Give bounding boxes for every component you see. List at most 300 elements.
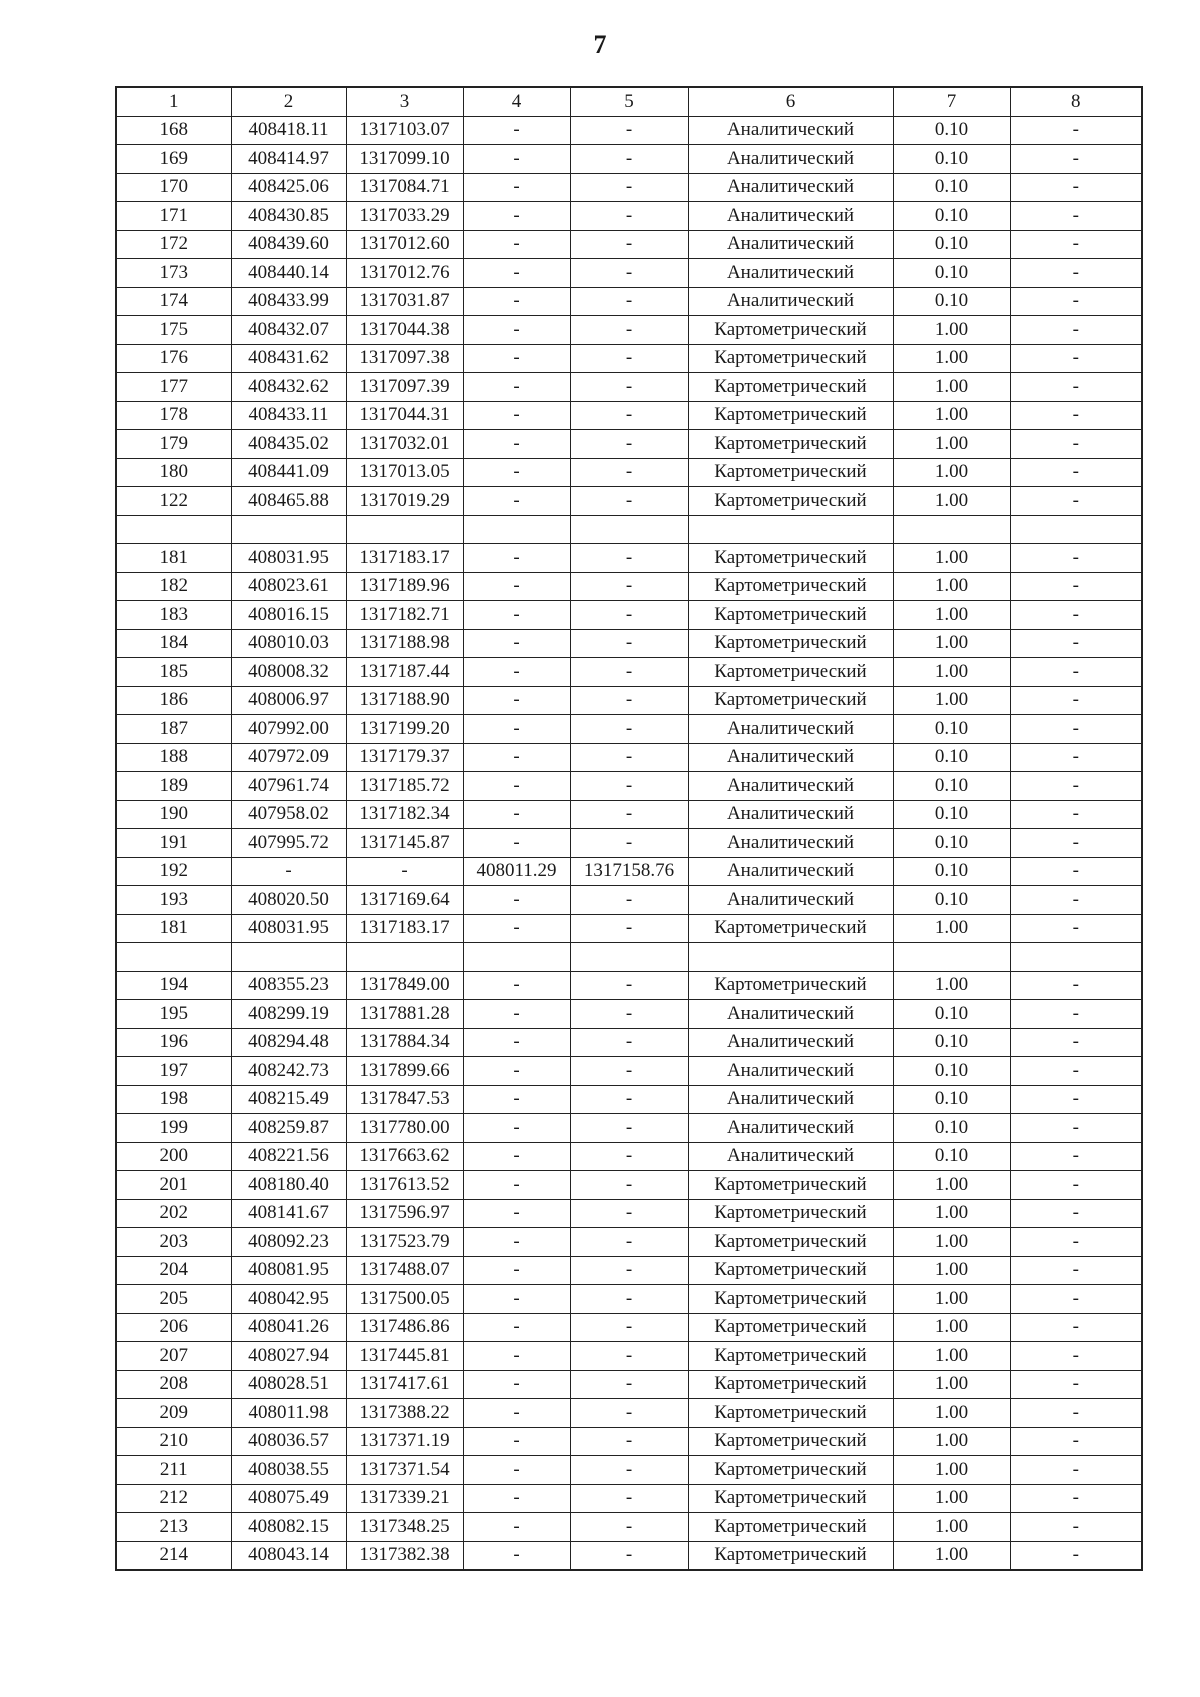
table-cell-col-2: 408215.49 (231, 1085, 346, 1114)
table-cell-col-5: - (570, 1342, 688, 1371)
table-cell-col-8: - (1010, 401, 1142, 430)
table-cell-col-7 (893, 943, 1010, 972)
table-cell-col-3: 1317382.38 (346, 1541, 463, 1570)
table-cell-col-3: 1317182.71 (346, 601, 463, 630)
table-cell-col-6: Картометрический (688, 1313, 893, 1342)
table-cell-col-8: - (1010, 202, 1142, 231)
table-row (116, 1199, 1142, 1228)
table-cell-col-1: 181 (116, 544, 231, 573)
table-cell-col-8: - (1010, 572, 1142, 601)
table-cell-col-4: - (463, 1427, 570, 1456)
table-spacer-row (116, 943, 1142, 972)
table-cell-col-1: 176 (116, 344, 231, 373)
table-cell-col-6: Аналитический (688, 1114, 893, 1143)
table-cell-col-2: 408414.97 (231, 145, 346, 174)
table-row (116, 743, 1142, 772)
table-cell-col-5: - (570, 658, 688, 687)
table-cell-col-7: 1.00 (893, 1256, 1010, 1285)
table-cell-col-2: 408081.95 (231, 1256, 346, 1285)
table-cell-col-5: - (570, 886, 688, 915)
table-cell-col-7: 1.00 (893, 544, 1010, 573)
table-cell-col-4: - (463, 430, 570, 459)
table-cell-col-3: 1317084.71 (346, 173, 463, 202)
table-cell-col-8: - (1010, 1342, 1142, 1371)
table-cell-col-7: 1.00 (893, 971, 1010, 1000)
table-cell-col-7: 1.00 (893, 1456, 1010, 1485)
table-cell-col-5: - (570, 401, 688, 430)
table-cell-col-4: - (463, 743, 570, 772)
table-cell-col-8: - (1010, 1142, 1142, 1171)
table-cell-col-8: - (1010, 1199, 1142, 1228)
table-cell-col-4: - (463, 1313, 570, 1342)
table-cell-col-1: 206 (116, 1313, 231, 1342)
table-cell-col-1: 210 (116, 1427, 231, 1456)
table-cell-col-6: Картометрический (688, 1285, 893, 1314)
table-cell-col-5: - (570, 287, 688, 316)
table-cell-col-4: - (463, 971, 570, 1000)
table-cell-col-8: - (1010, 1484, 1142, 1513)
table-cell-col-1: 209 (116, 1399, 231, 1428)
table-cell-col-6: Аналитический (688, 173, 893, 202)
table-cell-col-7: 0.10 (893, 145, 1010, 174)
table-cell-col-6: Картометрический (688, 1199, 893, 1228)
table-row (116, 1285, 1142, 1314)
table-cell-col-8: - (1010, 971, 1142, 1000)
table-cell-col-1: 186 (116, 686, 231, 715)
page-number: 7 (593, 30, 607, 59)
table-cell-col-3: 1317189.96 (346, 572, 463, 601)
table-cell-col-8: - (1010, 1456, 1142, 1485)
table-cell-col-6: Аналитический (688, 800, 893, 829)
table-cell-col-5: - (570, 1142, 688, 1171)
table-cell-col-1: 174 (116, 287, 231, 316)
table-cell-col-2: 407972.09 (231, 743, 346, 772)
table-cell-col-5: - (570, 629, 688, 658)
table-cell-col-7: 0.10 (893, 857, 1010, 886)
table-cell-col-2: 408418.11 (231, 116, 346, 145)
table-cell-col-6: Аналитический (688, 1085, 893, 1114)
table-cell-col-8: - (1010, 1171, 1142, 1200)
table-cell-col-6: Картометрический (688, 971, 893, 1000)
table-cell-col-4: - (463, 914, 570, 943)
table-row (116, 1142, 1142, 1171)
table-cell-col-6: Аналитический (688, 202, 893, 231)
table-cell-col-7: 0.10 (893, 886, 1010, 915)
table-cell-col-6: Картометрический (688, 544, 893, 573)
table-cell-col-6 (688, 515, 893, 544)
table-cell-col-5: - (570, 1256, 688, 1285)
table-cell-col-7: 1.00 (893, 373, 1010, 402)
table-cell-col-5: - (570, 145, 688, 174)
table-cell-col-7: 1.00 (893, 1541, 1010, 1570)
table-cell-col-4: - (463, 686, 570, 715)
table-cell-col-6: Аналитический (688, 857, 893, 886)
table-cell-col-5: - (570, 458, 688, 487)
table-cell-col-3: 1317013.05 (346, 458, 463, 487)
table-cell-col-4: - (463, 772, 570, 801)
table-cell-col-6: Картометрический (688, 686, 893, 715)
table-row (116, 1541, 1142, 1570)
table-cell-col-4: - (463, 1342, 570, 1371)
table-cell-col-6: Аналитический (688, 230, 893, 259)
table-cell-col-4: - (463, 230, 570, 259)
table-cell-col-1: 173 (116, 259, 231, 288)
table-cell-col-7: 0.10 (893, 1085, 1010, 1114)
table-cell-col-8: - (1010, 772, 1142, 801)
table-cell-col-6: Картометрический (688, 487, 893, 516)
table-cell-col-4: - (463, 1285, 570, 1314)
table-cell-col-4 (463, 515, 570, 544)
table-cell-col-2: 408432.07 (231, 316, 346, 345)
table-cell-col-2: 407961.74 (231, 772, 346, 801)
table-cell-col-3: 1317523.79 (346, 1228, 463, 1257)
table-cell-col-7: 1.00 (893, 1313, 1010, 1342)
table-cell-col-4: - (463, 173, 570, 202)
table-cell-col-5: - (570, 1513, 688, 1542)
table-cell-col-6: Аналитический (688, 772, 893, 801)
table-cell-col-3 (346, 515, 463, 544)
table-cell-col-7: 1.00 (893, 401, 1010, 430)
table-cell-col-3: 1317033.29 (346, 202, 463, 231)
table-cell-col-6: Картометрический (688, 1484, 893, 1513)
table-row (116, 1057, 1142, 1086)
table-cell-col-2: 407958.02 (231, 800, 346, 829)
table-cell-col-1: 187 (116, 715, 231, 744)
table-cell-col-1: 188 (116, 743, 231, 772)
table-cell-col-7: 0.10 (893, 202, 1010, 231)
table-cell-col-8: - (1010, 686, 1142, 715)
table-cell-col-6: Аналитический (688, 1142, 893, 1171)
table-cell-col-1 (116, 515, 231, 544)
table-cell-col-6: Картометрический (688, 1399, 893, 1428)
table-cell-col-4: - (463, 1228, 570, 1257)
table-cell-col-1: 192 (116, 857, 231, 886)
table-row (116, 572, 1142, 601)
table-cell-col-1: 181 (116, 914, 231, 943)
table-cell-col-5: - (570, 344, 688, 373)
table-cell-col-4: - (463, 1199, 570, 1228)
coordinates-table (115, 86, 1143, 1571)
table-cell-col-6: Картометрический (688, 373, 893, 402)
table-cell-col-8: - (1010, 230, 1142, 259)
table-cell-col-1: 190 (116, 800, 231, 829)
table-cell-col-7: 0.10 (893, 829, 1010, 858)
table-cell-col-7: 1.00 (893, 1285, 1010, 1314)
table-cell-col-2 (231, 515, 346, 544)
table-cell-col-4: - (463, 1142, 570, 1171)
table-cell-col-1: 178 (116, 401, 231, 430)
table-cell-col-5: - (570, 1171, 688, 1200)
table-cell-col-2: 408439.60 (231, 230, 346, 259)
table-cell-col-6: Аналитический (688, 715, 893, 744)
table-cell-col-5: - (570, 1456, 688, 1485)
table-cell-col-5: - (570, 1313, 688, 1342)
table-cell-col-1: 175 (116, 316, 231, 345)
table-cell-col-6: Картометрический (688, 344, 893, 373)
table-cell-col-6: Картометрический (688, 430, 893, 459)
table-cell-col-4: - (463, 1456, 570, 1485)
table-cell-col-4: - (463, 1057, 570, 1086)
table-cell-col-5 (570, 515, 688, 544)
table-cell-col-6: Аналитический (688, 145, 893, 174)
table-cell-col-3: 1317849.00 (346, 971, 463, 1000)
table-cell-col-7: 1.00 (893, 1370, 1010, 1399)
table-cell-col-2: 408023.61 (231, 572, 346, 601)
table-cell-col-1: 172 (116, 230, 231, 259)
table-cell-col-4: - (463, 800, 570, 829)
table-cell-col-2: 408031.95 (231, 914, 346, 943)
table-cell-col-1: 179 (116, 430, 231, 459)
table-cell-col-7: 0.10 (893, 743, 1010, 772)
table-cell-col-4: - (463, 658, 570, 687)
table-cell-col-3: 1317847.53 (346, 1085, 463, 1114)
table-row (116, 914, 1142, 943)
table-cell-col-7: 1.00 (893, 1513, 1010, 1542)
table-cell-col-2: 408299.19 (231, 1000, 346, 1029)
table-cell-col-7: 0.10 (893, 287, 1010, 316)
table-cell-col-8: - (1010, 487, 1142, 516)
table-cell-col-7: 0.10 (893, 1114, 1010, 1143)
table-cell-col-1: 214 (116, 1541, 231, 1570)
table-cell-col-1: 185 (116, 658, 231, 687)
table-cell-col-6: Картометрический (688, 1456, 893, 1485)
table-cell-col-2: 407992.00 (231, 715, 346, 744)
table-cell-col-1: 207 (116, 1342, 231, 1371)
table-cell-col-6: Картометрический (688, 316, 893, 345)
table-cell-col-6: Аналитический (688, 1028, 893, 1057)
table-cell-col-2: 408465.88 (231, 487, 346, 516)
table-cell-col-7: 1.00 (893, 344, 1010, 373)
table-cell-col-5: - (570, 230, 688, 259)
table-cell-col-4: - (463, 1370, 570, 1399)
table-cell-col-8: - (1010, 1085, 1142, 1114)
table-cell-col-2: 408075.49 (231, 1484, 346, 1513)
table-cell-col-7: 1.00 (893, 658, 1010, 687)
table-cell-col-5: - (570, 971, 688, 1000)
table-row (116, 715, 1142, 744)
table-cell-col-5: - (570, 829, 688, 858)
table-cell-col-4: - (463, 1256, 570, 1285)
table-cell-col-6: Картометрический (688, 1370, 893, 1399)
table-cell-col-5: - (570, 914, 688, 943)
table-cell-col-3: 1317179.37 (346, 743, 463, 772)
table-cell-col-5: - (570, 686, 688, 715)
table-cell-col-4: - (463, 401, 570, 430)
table-row (116, 116, 1142, 145)
table-cell-col-3: 1317183.17 (346, 544, 463, 573)
table-row (116, 886, 1142, 915)
table-cell-col-5: - (570, 1541, 688, 1570)
table-row (116, 1399, 1142, 1428)
table-cell-col-3: 1317044.31 (346, 401, 463, 430)
table-cell-col-3: 1317417.61 (346, 1370, 463, 1399)
table-cell-col-7: 1.00 (893, 1399, 1010, 1428)
table-cell-col-6: Картометрический (688, 1171, 893, 1200)
table-cell-col-7: 1.00 (893, 686, 1010, 715)
table-cell-col-8: - (1010, 430, 1142, 459)
table-cell-col-3: 1317500.05 (346, 1285, 463, 1314)
table-cell-col-7: 0.10 (893, 1000, 1010, 1029)
table-row (116, 686, 1142, 715)
table-cell-col-4: - (463, 715, 570, 744)
table-cell-col-1: 184 (116, 629, 231, 658)
table-row (116, 544, 1142, 573)
table-cell-col-3: 1317388.22 (346, 1399, 463, 1428)
table-cell-col-6: Картометрический (688, 1513, 893, 1542)
table-cell-col-7: 1.00 (893, 1342, 1010, 1371)
table-cell-col-6: Картометрический (688, 401, 893, 430)
table-cell-col-1: 171 (116, 202, 231, 231)
table-cell-col-3: 1317145.87 (346, 829, 463, 858)
table-row (116, 1313, 1142, 1342)
table-cell-col-2 (231, 943, 346, 972)
table-cell-col-8: - (1010, 458, 1142, 487)
table-cell-col-3: 1317199.20 (346, 715, 463, 744)
table-row (116, 1456, 1142, 1485)
table-cell-col-3: 1317488.07 (346, 1256, 463, 1285)
table-body (116, 116, 1142, 1570)
table-cell-col-3: 1317613.52 (346, 1171, 463, 1200)
table-cell-col-8: - (1010, 316, 1142, 345)
table-cell-col-5: - (570, 1228, 688, 1257)
table-cell-col-3: 1317899.66 (346, 1057, 463, 1086)
column-header-8: 8 (1010, 87, 1142, 116)
table-cell-col-8: - (1010, 116, 1142, 145)
table-cell-col-7: 0.10 (893, 715, 1010, 744)
table-cell-col-4: - (463, 487, 570, 516)
table-cell-col-8: - (1010, 914, 1142, 943)
table-cell-col-6: Картометрический (688, 1228, 893, 1257)
table-cell-col-8: - (1010, 1000, 1142, 1029)
column-header-5: 5 (570, 87, 688, 116)
table-cell-col-2: 408038.55 (231, 1456, 346, 1485)
table-row (116, 430, 1142, 459)
table-cell-col-1: 204 (116, 1256, 231, 1285)
table-row (116, 1484, 1142, 1513)
table-cell-col-2: 408036.57 (231, 1427, 346, 1456)
table-cell-col-6: Аналитический (688, 886, 893, 915)
table-cell-col-3: 1317012.76 (346, 259, 463, 288)
table-cell-col-7: 0.10 (893, 800, 1010, 829)
table-cell-col-3: 1317044.38 (346, 316, 463, 345)
table-cell-col-7: 0.10 (893, 116, 1010, 145)
table-cell-col-8: - (1010, 1370, 1142, 1399)
table-row (116, 458, 1142, 487)
table-cell-col-8: - (1010, 886, 1142, 915)
table-cell-col-5: - (570, 1000, 688, 1029)
table-cell-col-7: 0.10 (893, 259, 1010, 288)
table-cell-col-3: 1317445.81 (346, 1342, 463, 1371)
table-cell-col-2: 408259.87 (231, 1114, 346, 1143)
table-cell-col-4: - (463, 1028, 570, 1057)
table-cell-col-8: - (1010, 287, 1142, 316)
table-cell-col-1: 200 (116, 1142, 231, 1171)
table-cell-col-2: 408031.95 (231, 544, 346, 573)
table-row (116, 772, 1142, 801)
table-row (116, 829, 1142, 858)
table-cell-col-1: 180 (116, 458, 231, 487)
column-header-7: 7 (893, 87, 1010, 116)
table-cell-col-3: - (346, 857, 463, 886)
table-cell-col-8 (1010, 943, 1142, 972)
table-cell-col-2: 408010.03 (231, 629, 346, 658)
table-cell-col-1: 212 (116, 1484, 231, 1513)
table-cell-col-3: 1317187.44 (346, 658, 463, 687)
table-cell-col-6: Картометрический (688, 914, 893, 943)
table-cell-col-5: - (570, 1057, 688, 1086)
table-cell-col-2: 408082.15 (231, 1513, 346, 1542)
table-cell-col-6: Аналитический (688, 116, 893, 145)
table-cell-col-3: 1317339.21 (346, 1484, 463, 1513)
table-cell-col-5: - (570, 259, 688, 288)
table-cell-col-7: 1.00 (893, 1199, 1010, 1228)
column-header-3: 3 (346, 87, 463, 116)
table-header-row (116, 87, 1142, 116)
table-cell-col-8: - (1010, 857, 1142, 886)
table-cell-col-3: 1317032.01 (346, 430, 463, 459)
table-cell-col-6: Картометрический (688, 572, 893, 601)
table-cell-col-3: 1317097.38 (346, 344, 463, 373)
table-row (116, 1370, 1142, 1399)
table-cell-col-4: 408011.29 (463, 857, 570, 886)
table-cell-col-3: 1317183.17 (346, 914, 463, 943)
table-cell-col-1: 193 (116, 886, 231, 915)
table-cell-col-8: - (1010, 1541, 1142, 1570)
table-cell-col-1: 198 (116, 1085, 231, 1114)
table-cell-col-6: Аналитический (688, 829, 893, 858)
table-row (116, 287, 1142, 316)
table-row (116, 1342, 1142, 1371)
table-cell-col-4: - (463, 1085, 570, 1114)
table-cell-col-5: - (570, 1484, 688, 1513)
table-cell-col-7: 1.00 (893, 1228, 1010, 1257)
table-cell-col-6: Картометрический (688, 1427, 893, 1456)
table-cell-col-3: 1317596.97 (346, 1199, 463, 1228)
table-cell-col-2: 408242.73 (231, 1057, 346, 1086)
table-cell-col-4: - (463, 1399, 570, 1428)
table-cell-col-6: Аналитический (688, 1000, 893, 1029)
table-cell-col-7: 1.00 (893, 601, 1010, 630)
table-cell-col-2: 408431.62 (231, 344, 346, 373)
table-cell-col-8: - (1010, 1399, 1142, 1428)
table-cell-col-8: - (1010, 373, 1142, 402)
table-cell-col-2: 408008.32 (231, 658, 346, 687)
table-cell-col-4: - (463, 829, 570, 858)
table-cell-col-4: - (463, 544, 570, 573)
table-cell-col-8: - (1010, 829, 1142, 858)
table-row (116, 344, 1142, 373)
table-cell-col-2: 408180.40 (231, 1171, 346, 1200)
table-cell-col-2: 408430.85 (231, 202, 346, 231)
table-cell-col-7: 0.10 (893, 230, 1010, 259)
column-header-2: 2 (231, 87, 346, 116)
table-cell-col-2: 408041.26 (231, 1313, 346, 1342)
table-cell-col-5: - (570, 715, 688, 744)
table-cell-col-8: - (1010, 1114, 1142, 1143)
table-row (116, 658, 1142, 687)
table-cell-col-1: 170 (116, 173, 231, 202)
table-cell-col-5: - (570, 1085, 688, 1114)
table-cell-col-4: - (463, 458, 570, 487)
table-cell-col-2: 407995.72 (231, 829, 346, 858)
table-cell-col-3 (346, 943, 463, 972)
table-cell-col-8: - (1010, 743, 1142, 772)
table-cell-col-1 (116, 943, 231, 972)
table-cell-col-4: - (463, 1114, 570, 1143)
table-cell-col-5: - (570, 430, 688, 459)
table-cell-col-2: 408433.11 (231, 401, 346, 430)
table-row (116, 1513, 1142, 1542)
